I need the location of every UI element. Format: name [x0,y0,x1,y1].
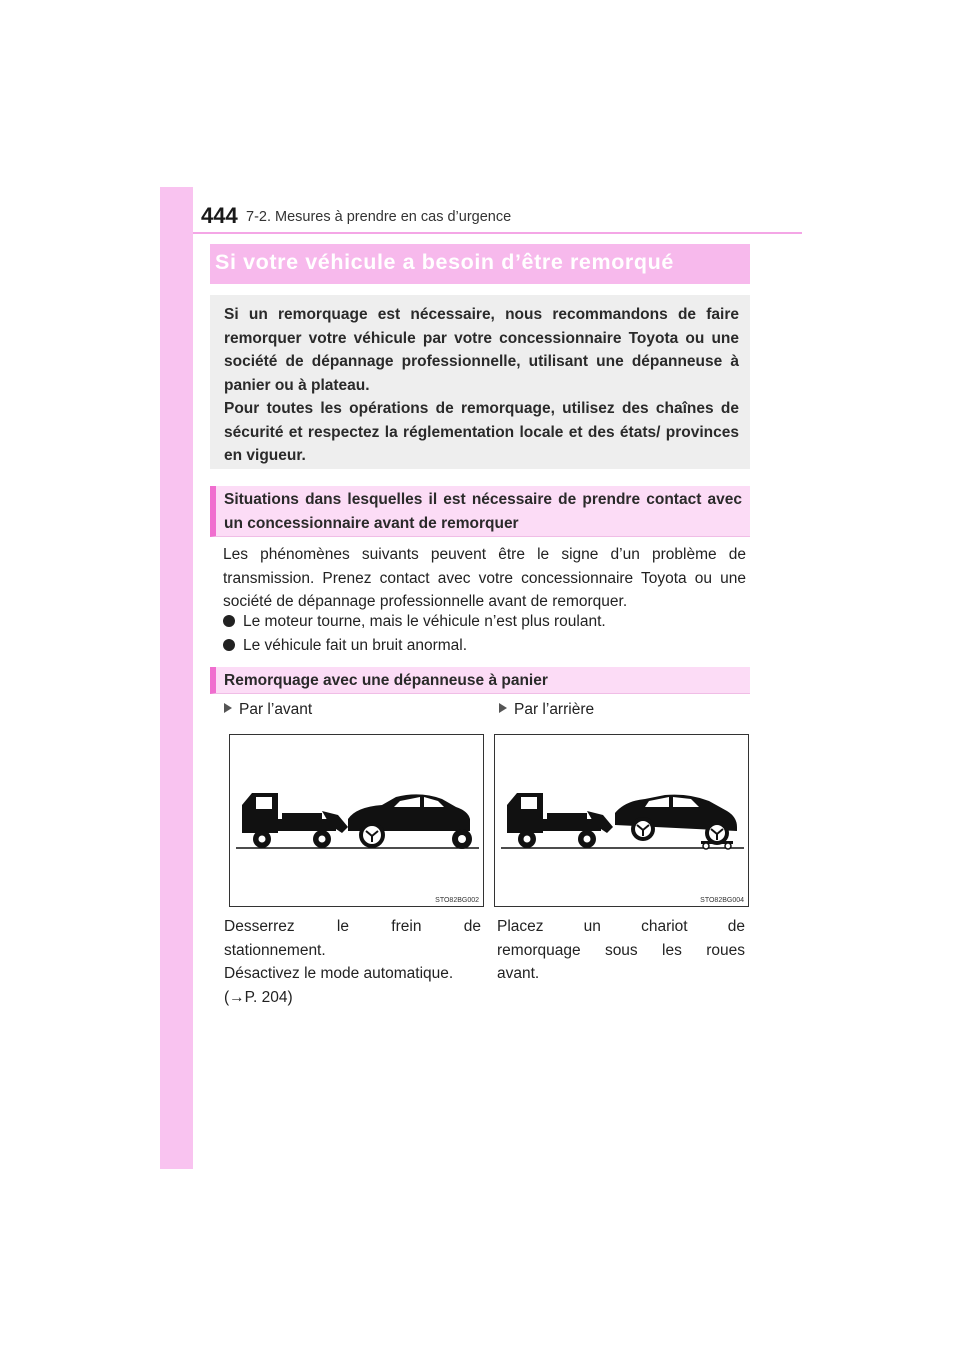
rear-tow-label [499,701,594,719]
front-tow-label-text: Par l’avant [239,701,313,718]
front-tow-label [224,701,312,719]
section-heading-dealer-contact [210,486,750,537]
header-divider [193,232,802,234]
section-heading-wheel-lift [210,667,750,694]
caption-line: Desserrez le frein de [224,918,481,935]
caption-line: Placez un chariot de [497,918,745,935]
intro-paragraph-2: Pour toutes les opérations de remorquage, utilisez des chaînes de sécurité et respectez la réglementation locale et des états/ provinces en vigueur. [224,400,739,464]
caption-line: avant. [497,965,540,982]
bullet-dot-icon [223,615,235,627]
intro-paragraph-1: Si un remorquage est nécessaire, nous recommandons de faire remorquer votre véhicule par votre concessionnaire Toyota ou une société de dépannage professionnelle, utilisant une dépanneuse à panier ou à plateau. [224,306,739,394]
list-item [223,610,606,634]
section-body-text: Les phénomènes suivants peuvent être le signe d’un problème de transmission. Prenez contact avec votre concessionnaire Toyota ou une société de dépannage professionnelle avant de remorquer. [223,546,746,610]
tow-truck-front-illustration [230,735,483,906]
page-number: 444 [201,203,238,228]
page-sidebar-tab [160,187,193,1169]
section-heading-text: Remorquage avec une dépanneuse à panier [224,672,548,689]
caption-line: stationnement. [224,941,326,959]
rear-tow-figure [494,734,749,907]
page-title-bar [210,244,750,284]
list-item-text: Le moteur tourne, mais le véhicule n’est plus roulant. [243,613,606,630]
intro-box [210,295,750,469]
figure-code: STO82BG004 [700,897,744,904]
tow-truck-rear-illustration [495,735,748,906]
caption-line: remorquage sous les roues [497,941,745,959]
page-title: Si votre véhicule a besoin d’être remorqué [215,250,674,274]
rear-tow-caption [497,915,745,986]
list-item [223,634,467,658]
caption-line: Désactivez le mode automatique. [224,965,454,982]
front-tow-figure [229,734,484,907]
front-tow-caption [224,915,481,1009]
list-item-text: Le véhicule fait un bruit anormal. [243,637,468,654]
section-heading-text: Situations dans lesquelles il est nécessaire de prendre contact avec un concessionnaire avant de remorquer [224,491,742,532]
figure-code: STO82BG002 [435,897,479,904]
triangle-arrow-icon [224,703,232,713]
triangle-arrow-icon [499,703,507,713]
section-breadcrumb: 7-2. Mesures à prendre en cas d’urgence [246,209,512,225]
rear-tow-label-text: Par l’arrière [514,701,595,718]
page-reference-link[interactable]: (→P. 204) [224,988,293,1006]
bullet-dot-icon [223,639,235,651]
